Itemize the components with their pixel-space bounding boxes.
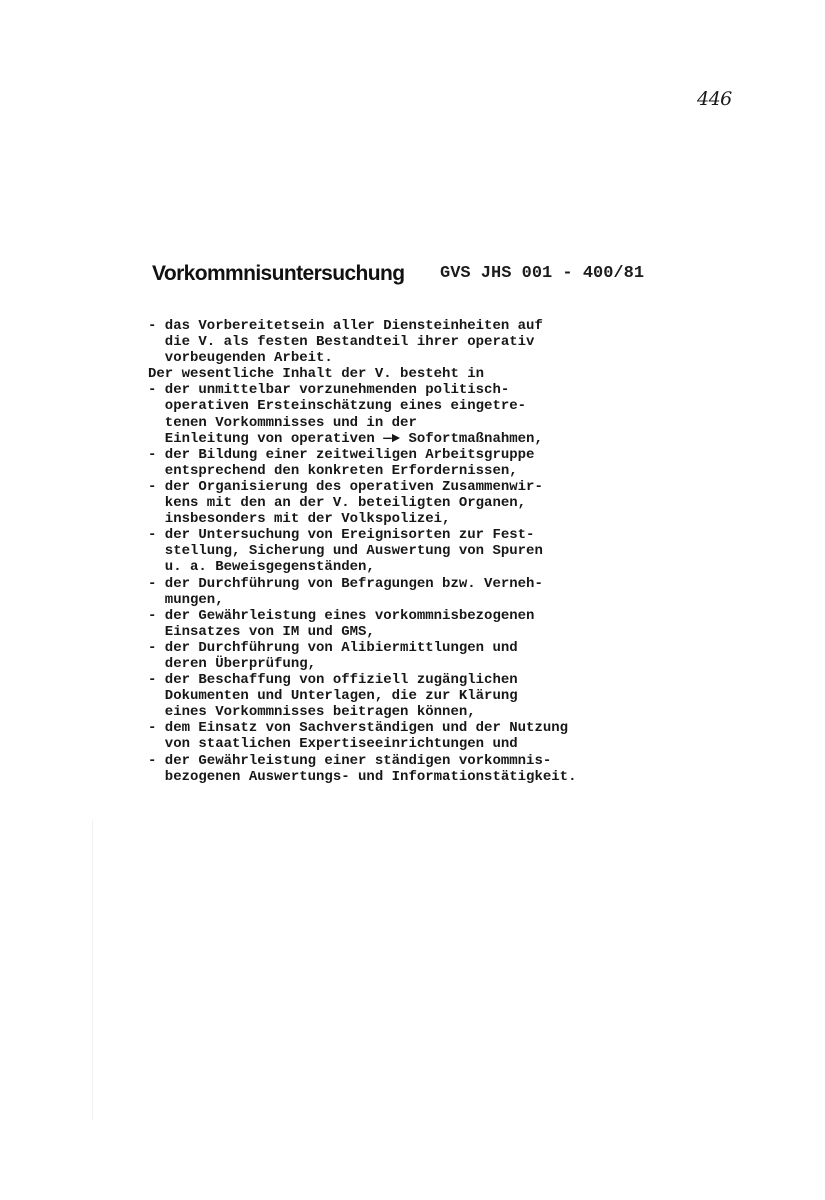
text-line: stellung, Sicherung und Auswertung von Spuren (148, 543, 543, 560)
text-line: - das Vorbereitetsein aller Diensteinheiten auf (148, 318, 543, 334)
text-line: eines Vorkommnisses beitragen können, (148, 704, 476, 721)
text-line: Einsatzes von IM und GMS, (148, 623, 375, 640)
text-line: insbesonders mit der Volkspolizei, (148, 511, 451, 528)
entry-keyword: Vorkommnisuntersuchung (152, 262, 405, 285)
text-line: Der wesentliche Inhalt der V. besteht in (148, 366, 485, 383)
text-line: kens mit den an der V. beteiligten Organen, (148, 495, 527, 512)
text-line: - der Beschaffung von offiziell zugänglichen (148, 672, 518, 689)
text-line: tenen Vorkommnisses und in der (148, 414, 417, 431)
text-line: u. a. Beweisgegenständen, (148, 559, 375, 576)
text-line: - der Durchführung von Befragungen bzw. Verneh- (148, 575, 543, 592)
text-line: deren Überprüfung, (148, 655, 317, 672)
text-line: - der Untersuchung von Ereignisorten zur Fest- (148, 527, 535, 544)
text-line: - dem Einsatz von Sachverständigen und der Nutzung (148, 720, 569, 737)
text-line: von staatlichen Expertiseeinrichtungen und (148, 736, 518, 753)
text-line: - der Organisierung des operativen Zusammenwir- (148, 478, 543, 495)
scan-edge-mark (92, 820, 93, 1120)
text-line: - der Gewährleistung einer ständigen vorkommnis- (148, 752, 552, 769)
text-line: vorbeugenden Arbeit. (148, 350, 333, 367)
entry-header (152, 262, 672, 292)
text-line: operativen Ersteinschätzung eines eingetre- (148, 398, 527, 415)
text-line: Einleitung von operativen —► Sofortmaßnahmen, (148, 430, 543, 447)
text-line: - der unmittelbar vorzunehmenden politisch- (148, 382, 510, 399)
text-line: mungen, (148, 591, 224, 608)
entry-body (148, 318, 668, 785)
document-reference: GVS JHS 001 - 400/81 (440, 264, 645, 283)
text-line: die V. als festen Bestandteil ihrer operativ (148, 334, 535, 351)
page-number: 446 (697, 88, 732, 110)
text-line: bezogenen Auswertungs- und Informationstätigkeit. (148, 768, 577, 785)
text-line: - der Durchführung von Alibiermittlungen und (148, 639, 518, 656)
text-line: - der Gewährleistung eines vorkommnisbezogenen (148, 607, 535, 624)
text-line: entsprechend den konkreten Erfordernissen, (148, 462, 518, 479)
text-line: Dokumenten und Unterlagen, die zur Klärung (148, 688, 518, 705)
text-line: - der Bildung einer zeitweiligen Arbeitsgruppe (148, 446, 535, 463)
